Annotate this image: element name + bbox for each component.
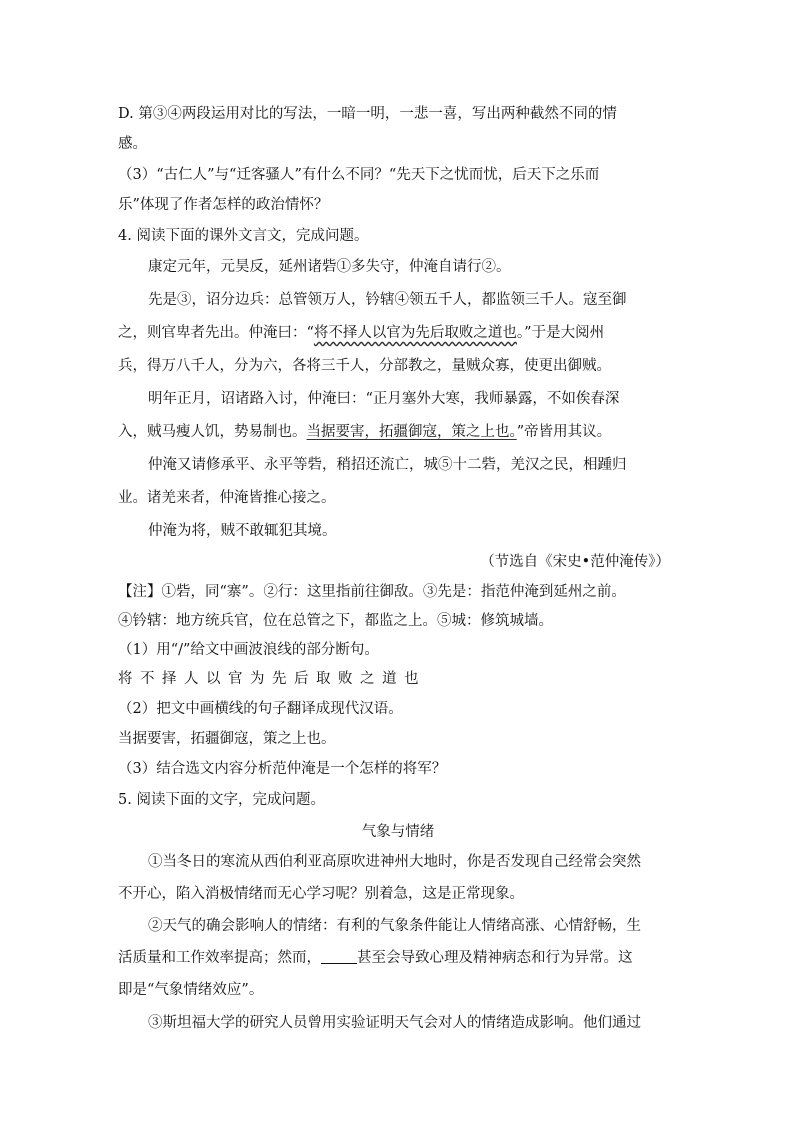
fill-in-blank — [321, 949, 357, 964]
passage-source: （节选自《宋史•范仲淹传》） — [480, 554, 670, 570]
article-para2-line3: 即是“气象情绪效应”。 — [118, 982, 264, 998]
passage-para4-line2: 业。诸羌来者，仲淹皆推心接之。 — [118, 490, 336, 506]
wavy-underlined-sentence: 将不择人以官为先后取败之道也 — [313, 325, 517, 341]
notes-line2: ④钤辖：地方统兵官，位在总管之下，都监之上。⑤城：修筑城墙。 — [118, 613, 553, 629]
passage-para3-line1: 明年正月，诏诸路入讨，仲淹曰：“正月塞外大寒，我师暴露，不如俟春深 — [148, 391, 620, 407]
passage-para1: 康定元年，元昊反，延州诸砦①多失守，仲淹自请行②。 — [148, 259, 511, 275]
option-d-line2: 感。 — [118, 136, 147, 152]
passage-para2-line1: 先是③，诏分边兵：总管领万人，钤辖④领五千人，都监领三千人。寇至御 — [148, 292, 627, 308]
question-3-line2: 乐”体现了作者怎样的政治情怀？ — [118, 197, 329, 213]
underlined-sentence: 当据要害，拓疆御寇，策之上也。 — [306, 424, 517, 440]
article-para2-line2: 活质量和工作效率提高；然而， 甚至会导致心理及精神病态和行为异常。这 — [118, 950, 633, 966]
article-para1-line1: ①当冬日的寒流从西伯利亚高原吹进神州大地时，你是否发现自己经常会突然 — [148, 854, 641, 870]
option-d-line1: D. 第③④两段运用对比的写法，一暗一明，一悲一喜，写出两种截然不同的情 — [118, 106, 617, 122]
question-5-heading: 5. 阅读下面的文字，完成问题。 — [118, 792, 325, 808]
notes-line1: 【注】①砦，同“寨”。②行：这里指前往御敌。③先是：指范仲淹到延州之前。 — [118, 584, 626, 600]
passage-para5: 仲淹为将，贼不敢辄犯其境。 — [148, 523, 337, 539]
passage-para2-line3: 兵，得万八千人，分为六，各将三千人，分部教之，量贼众寡，使更出御贼。 — [118, 358, 611, 374]
question-4-heading: 4. 阅读下面的课外文言文，完成问题。 — [118, 228, 369, 244]
subquestion-1-sentence: 将不择人以官为先后取败之道也 — [118, 671, 426, 687]
subquestion-3: （3）结合选文内容分析范仲淹是一个怎样的将军？ — [118, 761, 447, 777]
article-title: 气象与情绪 — [361, 824, 435, 840]
article-para3-line1: ③斯坦福大学的研究人员曾用实验证明天气会对人的情绪造成影响。他们通过 — [148, 1015, 641, 1031]
article-para2-line1: ②天气的确会影响人的情绪：有利的气象条件能让人情绪高涨、心情舒畅，生 — [148, 918, 641, 934]
subquestion-2-sentence: 当据要害，拓疆御寇，策之上也。 — [118, 731, 336, 747]
passage-para4-line1: 仲淹又请修承平、永平等砦，稍招还流亡，城⑤十二砦，羌汉之民，相踵归 — [148, 457, 627, 473]
passage-para3-line2: 入，贼马瘦人饥，势易制也。当据要害，拓疆御寇，策之上也。”帝皆用其议。 — [118, 424, 612, 440]
passage-para2-line2: 之，则官卑者先出。仲淹曰：“将不择人以官为先后取败之道也。”于是大阅州 — [118, 325, 605, 341]
subquestion-2: （2）把文中画横线的句子翻译成现代汉语。 — [118, 701, 403, 717]
question-3-line1: （3）“古仁人”与“迁客骚人”有什么不同？“先天下之忧而忧，后天下之乐而 — [118, 167, 600, 183]
article-para1-line2: 不开心，陷入消极情绪而无心学习呢？别着急，这是正常现象。 — [118, 886, 524, 902]
subquestion-1: （1）用“/”给文中画波浪线的部分断句。 — [118, 642, 379, 658]
